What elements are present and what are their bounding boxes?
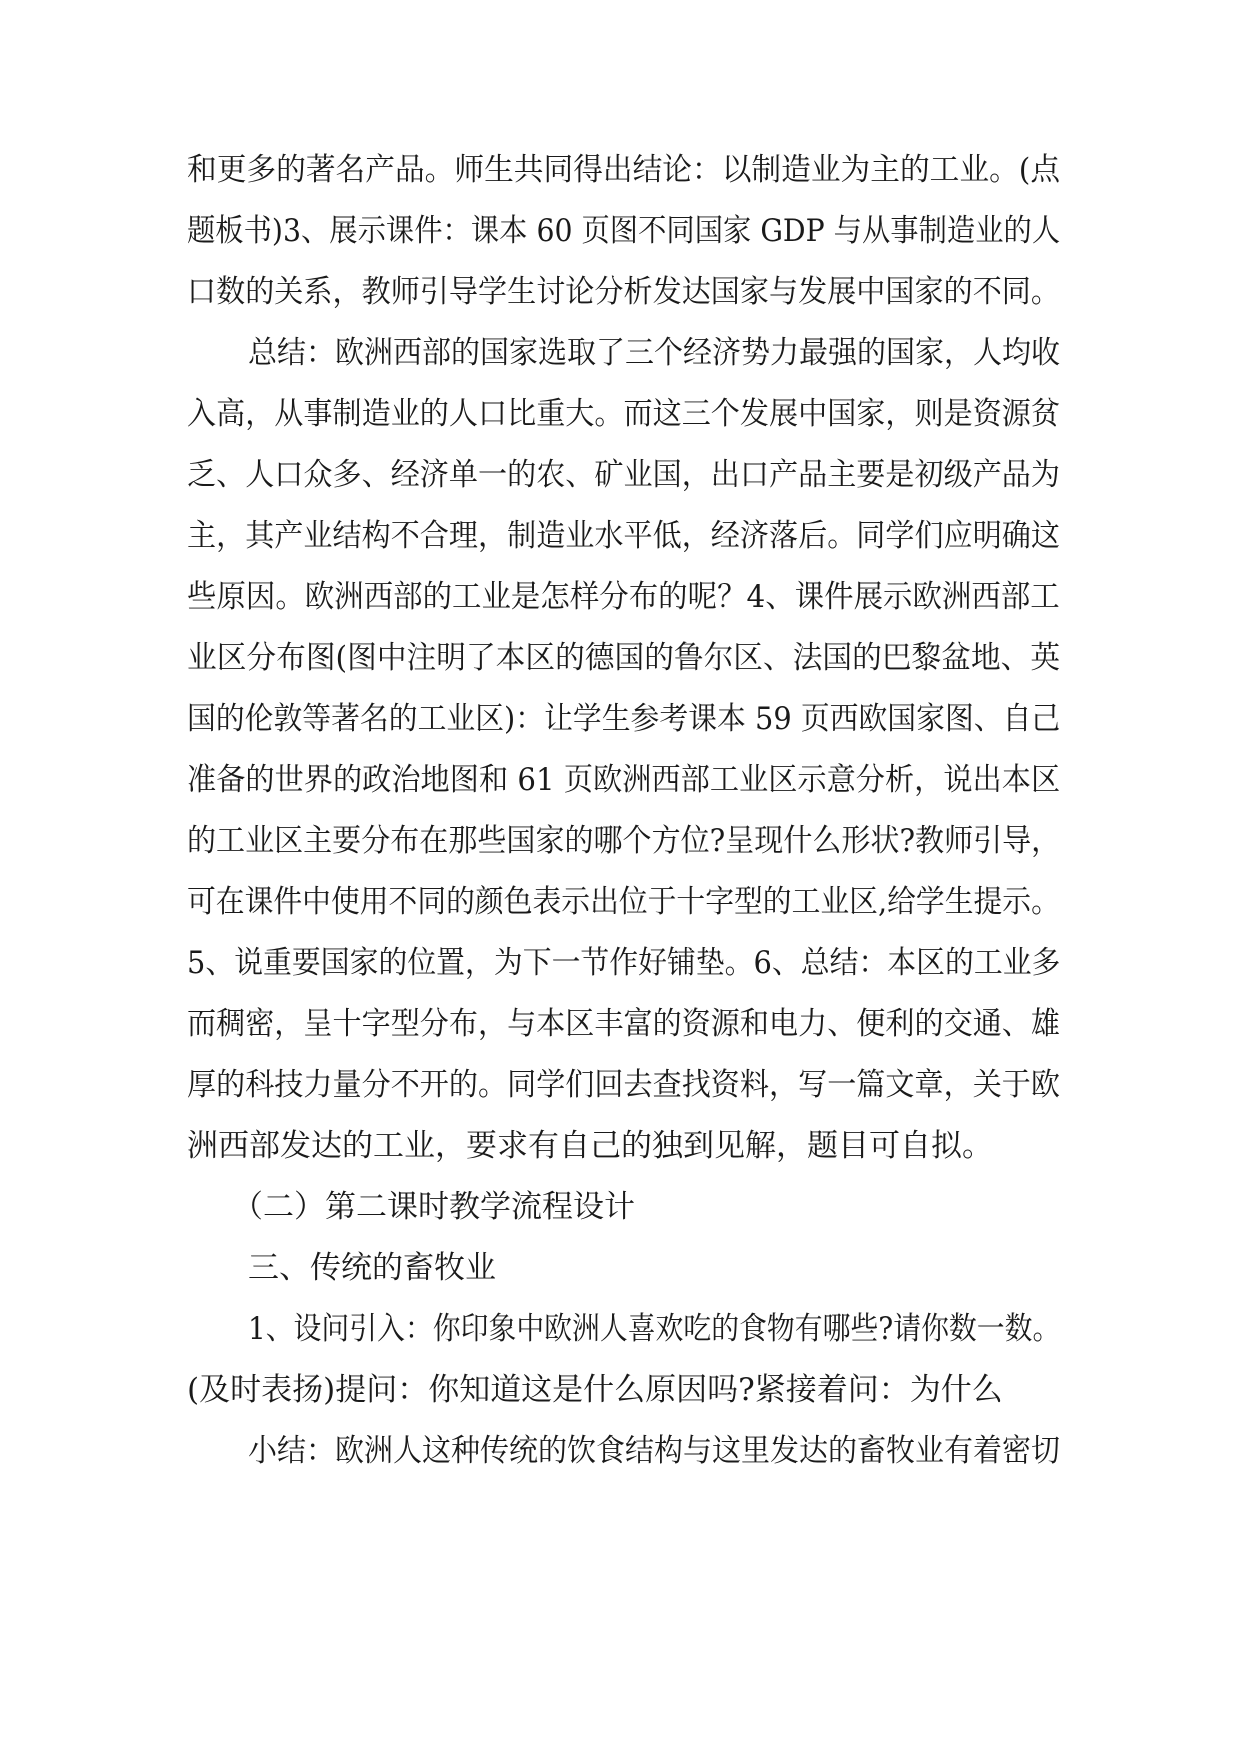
text-line: 总结：欧洲西部的国家选取了三个经济势力最强的国家，人均收 (248, 335, 1060, 371)
text-line: 的工业区主要分布在那些国家的哪个方位?呈现什么形状?教师引导， (187, 823, 1061, 859)
text-line: 而稠密，呈十字型分布，与本区丰富的资源和电力、便利的交通、雄 (187, 1006, 1060, 1042)
text-line: 国的伦敦等著名的工业区)：让学生参考课本 59 页西欧国家图、自己 (187, 701, 1061, 737)
text-line: (及时表扬)提问：你知道这是什么原因吗?紧接着问：为什么 (187, 1372, 1003, 1408)
text-line: 洲西部发达的工业，要求有自己的独到见解，题目可自拟。 (187, 1128, 993, 1164)
text-line: 主，其产业结构不合理，制造业水平低，经济落后。同学们应明确这 (187, 518, 1060, 554)
text-line: 小结：欧洲人这种传统的饮食结构与这里发达的畜牧业有着密切 (248, 1433, 1060, 1469)
text-line: 乏、人口众多、经济单一的农、矿业国，出口产品主要是初级产品为 (187, 457, 1060, 493)
text-line: 题板书)3、展示课件：课本 60 页图不同国家 GDP 与从事制造业的人 (187, 213, 1061, 249)
text-line: 可在课件中使用不同的颜色表示出位于十字型的工业区,给学生提示。 (187, 884, 1060, 920)
text-line: 和更多的著名产品。师生共同得出结论：以制造业为主的工业。(点 (187, 152, 1061, 188)
text-line: 些原因。欧洲西部的工业是怎样分布的呢？4、课件展示欧洲西部工 (187, 579, 1060, 615)
text-line: 5、说重要国家的位置，为下一节作好铺垫。6、总结：本区的工业多 (187, 945, 1061, 981)
text-line: 入高，从事制造业的人口比重大。而这三个发展中国家，则是资源贫 (187, 396, 1060, 432)
section-heading: 三、传统的畜牧业 (248, 1250, 496, 1286)
section-heading: （二）第二课时教学流程设计 (232, 1189, 635, 1225)
text-line: 口数的关系，教师引导学生讨论分析发达国家与发展中国家的不同。 (187, 274, 1060, 310)
text-line: 1、设问引入：你印象中欧洲人喜欢吃的食物有哪些?请你数一数。 (248, 1311, 1061, 1347)
text-line: 业区分布图(图中注明了本区的德国的鲁尔区、法国的巴黎盆地、英 (187, 640, 1061, 676)
text-line: 准备的世界的政治地图和 61 页欧洲西部工业区示意分析，说出本区 (187, 762, 1061, 798)
text-line: 厚的科技力量分不开的。同学们回去查找资料，写一篇文章，关于欧 (187, 1067, 1060, 1103)
